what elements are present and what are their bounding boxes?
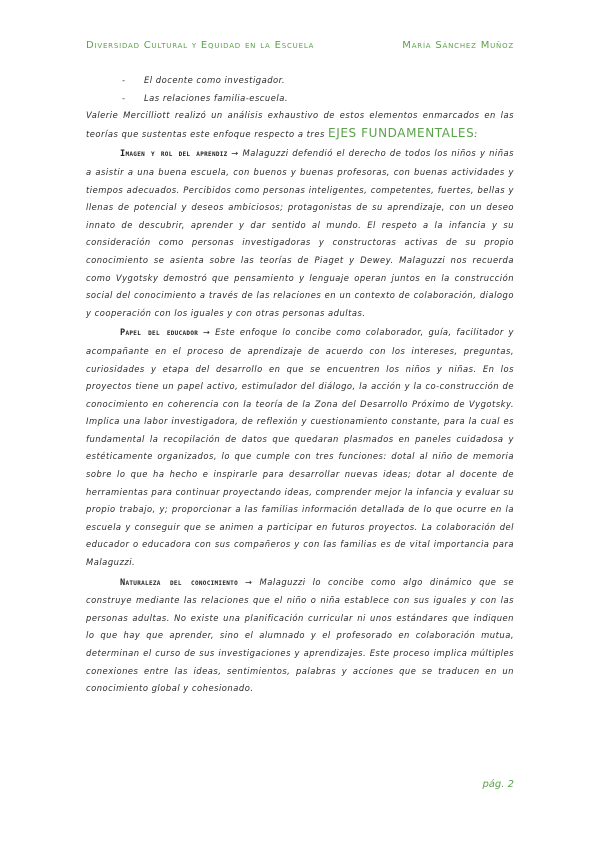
section-heading: Papel del educador — [120, 328, 199, 339]
section-body: Este enfoque lo concibe como colaborador, guía, facilitador y acompañante en el proceso de aprendizaje de acuerdo con los intereses, preguntas, curiosidades y etapa del desarrollo en que se encuentren los niños y niñas. En los proyectos tiene un papel activo, estimulador del diálogo, la acción y la co-construcción de conocimiento en coherencia con la teoría de la Zona del Desarrollo Próximo de Vygotsky. Implica una labor investigadora, de reflexión y cuestionamiento constante, para la cual es fundamental la recopilación de datos que quedaran plasmados en paneles cuidadosa y estéticamente organizados, lo que cumple con tres funciones: dotal al niño de memoria sobre lo que ha hecho e inspirarle para desarrollar nuevas ideas; dotar al docente de herramientas para continuar proyectando ideas, comprender mejor la infancia y evaluar su propio trabajo, y; proporcionar a las familias información detallada de lo que ocurre en la escuela y conseguir que se animen a participar en futuros proyectos. La colaboración del educador o educadora con sus compañeros y con las familias es de vital importancia para Malaguzzi. — [86, 327, 514, 568]
section-heading: Naturaleza del conocimiento — [120, 577, 238, 588]
document-body — [86, 72, 514, 698]
page-header — [86, 40, 514, 51]
bullet-list — [122, 72, 514, 107]
intro-paragraph — [86, 107, 514, 143]
section-body: Malaguzzi lo concibe como algo dinámico que se construye mediante las relaciones que el niño o niña establece con sus iguales y con las personas adultas. No existe una planificación curricular ni unos estándares que indiquen lo que hay que aprender, sino el alumnado y el profesorado en colaboración mutua, determinan el curso de sus investigaciones y aprendizajes. Este proceso implica múltiples conexiones entre las ideas, sentimientos, palabras y acciones que se traducen en un conocimiento global y cohesionado. — [86, 576, 514, 694]
list-item: - Las relaciones familia-escuela. — [122, 90, 514, 108]
ejes-highlight: EJES FUNDAMENTALES — [328, 125, 475, 140]
section-body: Malaguzzi defendió el derecho de todos los niños y niñas a asistir a una buena escuela, con buenos y buenas profesoras, con buenas actividades y tiempos adecuados. Percibidos como personas inteligentes, competentes, fuertes, bellas y llenas de potencial y deseos ambiciosos; protagonistas de su aprendizaje, con un deseo innato de descubrir, aprender y dar sentido al mundo. El respeto a la infancia y su consideración como personas investigadoras y constructoras activas de su propio conocimiento se asienta sobre las teorías de Piaget y Dewey. Malaguzzi nos recuerda como Vygotsky demostró que pensamiento y lenguaje operan juntos en la construcción social del conocimiento a través de las relaciones en un contexto de colaboración, dialogo y cooperación con los iguales y con otras personas adultas. — [86, 148, 515, 318]
intro-text: Valerie Mercilliott realizó un análisis exhaustivo de estos elementos enmarcados en las teorías que sustentas este enfoque respecto a tres — [86, 110, 514, 139]
section-paragraph-educador — [86, 324, 514, 571]
header-author-name: María Sánchez Muñoz — [402, 40, 514, 51]
arrow-icon: → — [245, 576, 253, 587]
list-item: - El docente como investigador. — [122, 72, 514, 90]
section-paragraph-aprendiz — [86, 145, 514, 322]
section-paragraph-conocimiento — [86, 574, 514, 698]
section-heading: Imagen y rol del aprendiz — [120, 149, 228, 160]
arrow-icon: → — [202, 327, 211, 338]
intro-end: : — [474, 128, 478, 139]
arrow-icon: → — [231, 148, 239, 159]
header-course-title: Diversidad Cultural y Equidad en la Escuela — [86, 40, 315, 51]
page-number: pág. 2 — [482, 779, 514, 790]
